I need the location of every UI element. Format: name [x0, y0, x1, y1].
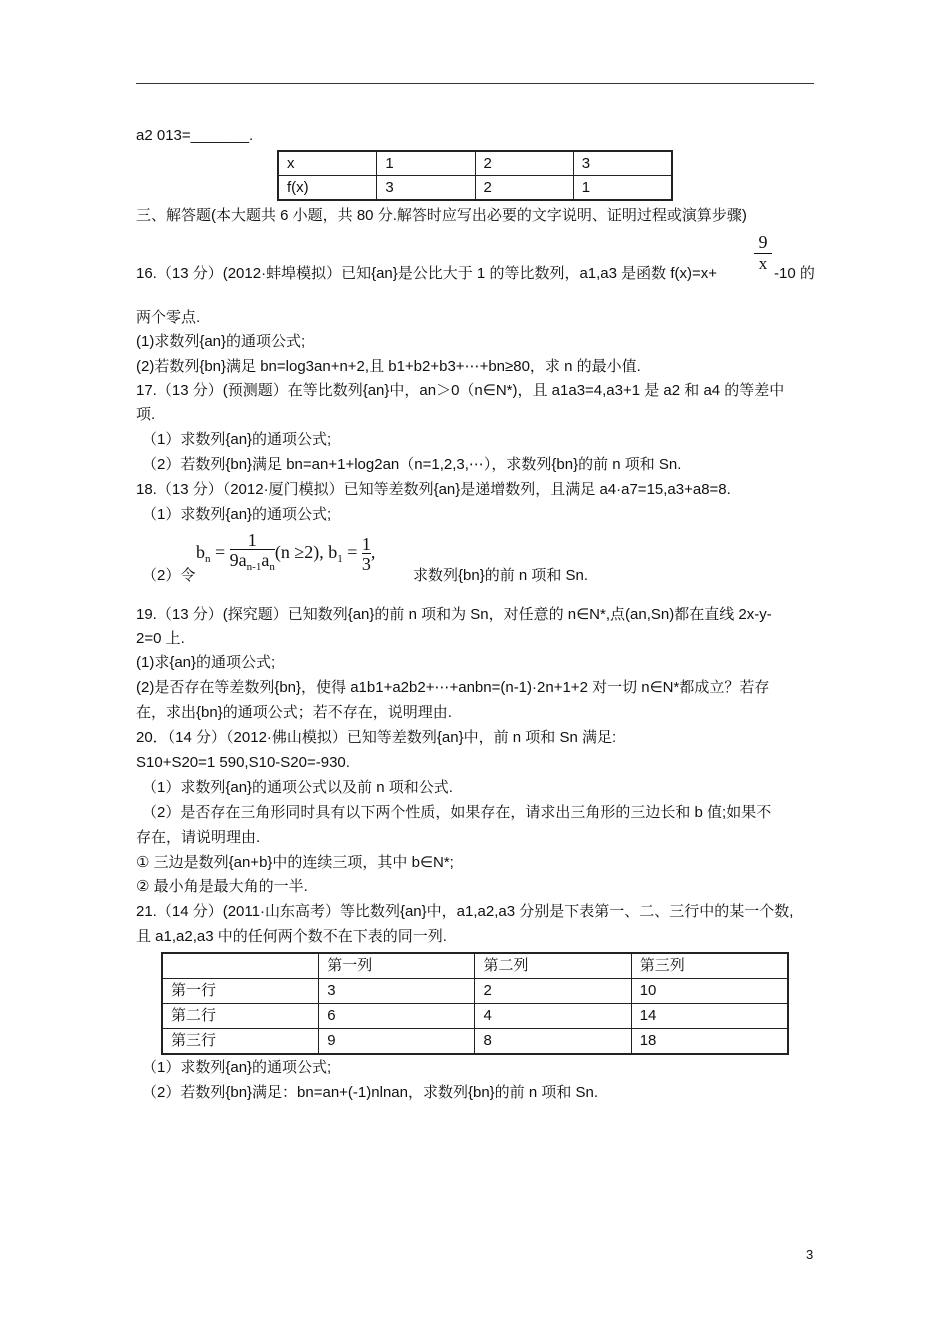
q18-part2-text: 求数列{bn}的前 n 项和 Sn.	[413, 567, 589, 584]
table-row	[162, 979, 788, 1004]
q17-part2: （2）若数列{bn}满足 bn=an+1+log2an（n=1,2,3,⋯），求数列{bn}的前 n 项和 Sn.	[142, 456, 682, 473]
q16-part1: (1)求数列{an}的通项公式;	[136, 333, 306, 350]
fraction-denominator	[230, 550, 275, 577]
fraction-numerator: 1	[247, 530, 257, 550]
q16-stem-cont: 两个零点.	[136, 309, 201, 326]
q21-part2: （2）若数列{bn}满足：bn=an+(-1)nlnan，求数列{bn}的前 n 项和 Sn.	[142, 1084, 599, 1101]
den-sub: n	[269, 561, 275, 573]
q20-property-1: ① 三边是数列{an+b}中的连续三项，其中 b∈N*;	[136, 854, 454, 871]
fraction-denominator: 3	[361, 553, 371, 574]
formula-b: b	[196, 542, 205, 563]
table-cell: 10	[631, 979, 788, 1004]
header-rule	[136, 83, 814, 84]
q19-stem: 19.（13 分）(探究题）已知数列{an}的前 n 项和为 Sn，对任意的 n∈N*,点(an,Sn)都在直线 2x-y-	[136, 606, 772, 623]
table-cell: 2	[475, 979, 631, 1004]
q16-part2: (2)若数列{bn}满足 bn=log3an+n+2,且 b1+b2+b3+⋯+bn≥80，求 n 的最小值.	[136, 358, 641, 375]
q19-stem-cont: 2=0 上.	[136, 630, 185, 647]
table-cell: 3	[573, 151, 672, 176]
page-number: 3	[806, 1247, 814, 1262]
fraction-denominator: x	[758, 254, 768, 273]
table-cell: f(x)	[278, 176, 377, 201]
q19-part1: (1)求{an}的通项公式;	[136, 654, 276, 671]
q17-stem: 17.（13 分）(预测题）在等比数列{an}中，an＞0（n∈N*)，且 a1a3=4,a3+1 是 a2 和 a4 的等差中	[136, 382, 785, 399]
q18-bn-formula	[196, 531, 375, 577]
table-cell: 4	[475, 1004, 631, 1029]
q18-part1: （1）求数列{an}的通项公式;	[142, 506, 332, 523]
table-cell: 3	[319, 979, 475, 1004]
fraction-numerator: 9	[758, 232, 768, 252]
q21-number-table	[161, 952, 789, 1055]
den-part: 9a	[229, 550, 247, 570]
formula-fraction	[230, 531, 275, 577]
table-header-cell: 第二列	[475, 953, 631, 979]
table-cell: 9	[319, 1029, 475, 1055]
table-cell: 第一行	[162, 979, 319, 1004]
q17-part1: （1）求数列{an}的通项公式;	[142, 431, 332, 448]
table-row	[162, 1004, 788, 1029]
table-header-cell: 第一列	[319, 953, 475, 979]
q20-property-2: ② 最小角是最大角的一半.	[136, 878, 308, 895]
table-header-row	[162, 953, 788, 979]
table-row	[278, 176, 672, 201]
q19-part2: (2)是否存在等差数列{bn}，使得 a1b1+a2b2+⋯+anbn=(n-1)·2n+1+2 对一切 n∈N*都成立？若存	[136, 679, 770, 696]
den-sub: n-1	[246, 561, 262, 573]
table-cell: 2	[475, 176, 573, 201]
table-cell: 3	[377, 176, 475, 201]
table-header-cell	[162, 953, 319, 979]
q20-part2: （2）是否存在三角形同时具有以下两个性质，如果存在，请求出三角形的三边长和 b 值;如果不	[142, 804, 772, 821]
q16-stem-tail: -10 的	[774, 265, 815, 282]
formula-eq: =	[347, 542, 358, 563]
den-part: a	[261, 550, 270, 570]
table-cell: x	[278, 151, 377, 176]
function-value-table	[277, 150, 673, 201]
table-header-cell: 第三列	[631, 953, 788, 979]
q20-stem: 20．（14 分）（2012·佛山模拟）已知等差数列{an}中，前 n 项和 Sn 满足:	[136, 729, 617, 746]
table-row	[162, 1029, 788, 1055]
q15-answer-blank: a2 013=_______.	[136, 127, 254, 144]
q19-part2-cont: 在，求出{bn}的通项公式；若不存在，说明理由.	[136, 704, 452, 721]
q20-part1: （1）求数列{an}的通项公式以及前 n 项和公式.	[142, 779, 453, 796]
formula-fraction	[362, 535, 371, 574]
formula-sub: n	[205, 553, 211, 566]
table-cell: 14	[631, 1004, 788, 1029]
q21-part1: （1）求数列{an}的通项公式;	[142, 1059, 332, 1076]
formula-comma: ,	[370, 542, 376, 563]
q18-part2-label: （2）令	[142, 567, 196, 584]
section-3-heading: 三、解答题(本大题共 6 小题，共 80 分.解答时应写出必要的文字说明、证明过程或演算步骤)	[136, 207, 747, 224]
table-cell: 2	[475, 151, 573, 176]
q16-stem: 16.（13 分）(2012·蚌埠模拟）已知{an}是公比大于 1 的等比数列，a1,a3 是函数 f(x)=x+	[136, 265, 717, 282]
formula-sub: 1	[337, 553, 343, 566]
table-cell: 8	[475, 1029, 631, 1055]
table-cell: 第三行	[162, 1029, 319, 1055]
table-cell: 第二行	[162, 1004, 319, 1029]
q20-condition: S10+S20=1 590,S10-S20=-930.	[136, 754, 350, 771]
table-cell: 6	[319, 1004, 475, 1029]
fraction-numerator: 1	[361, 533, 371, 554]
table-cell: 18	[631, 1029, 788, 1055]
table-cell: 1	[377, 151, 475, 176]
fraction-9-over-x	[754, 232, 772, 273]
formula-eq: =	[215, 542, 226, 563]
q21-stem: 21.（14 分）(2011·山东高考）等比数列{an}中，a1,a2,a3 分别是下表第一、二、三行中的某一个数,	[136, 903, 794, 920]
q21-stem-cont: 且 a1,a2,a3 中的任何两个数不在下表的同一列.	[136, 928, 447, 945]
q20-part2-cont: 存在，请说明理由.	[136, 829, 261, 846]
q18-stem: 18.（13 分）（2012·厦门模拟）已知等差数列{an}是递增数列，且满足 a4·a7=15,a3+a8=8.	[136, 481, 731, 498]
table-row	[278, 151, 672, 176]
formula-condition: (n ≥2), b	[274, 542, 338, 563]
q17-stem-cont: 项.	[136, 406, 156, 423]
table-cell: 1	[573, 176, 672, 201]
